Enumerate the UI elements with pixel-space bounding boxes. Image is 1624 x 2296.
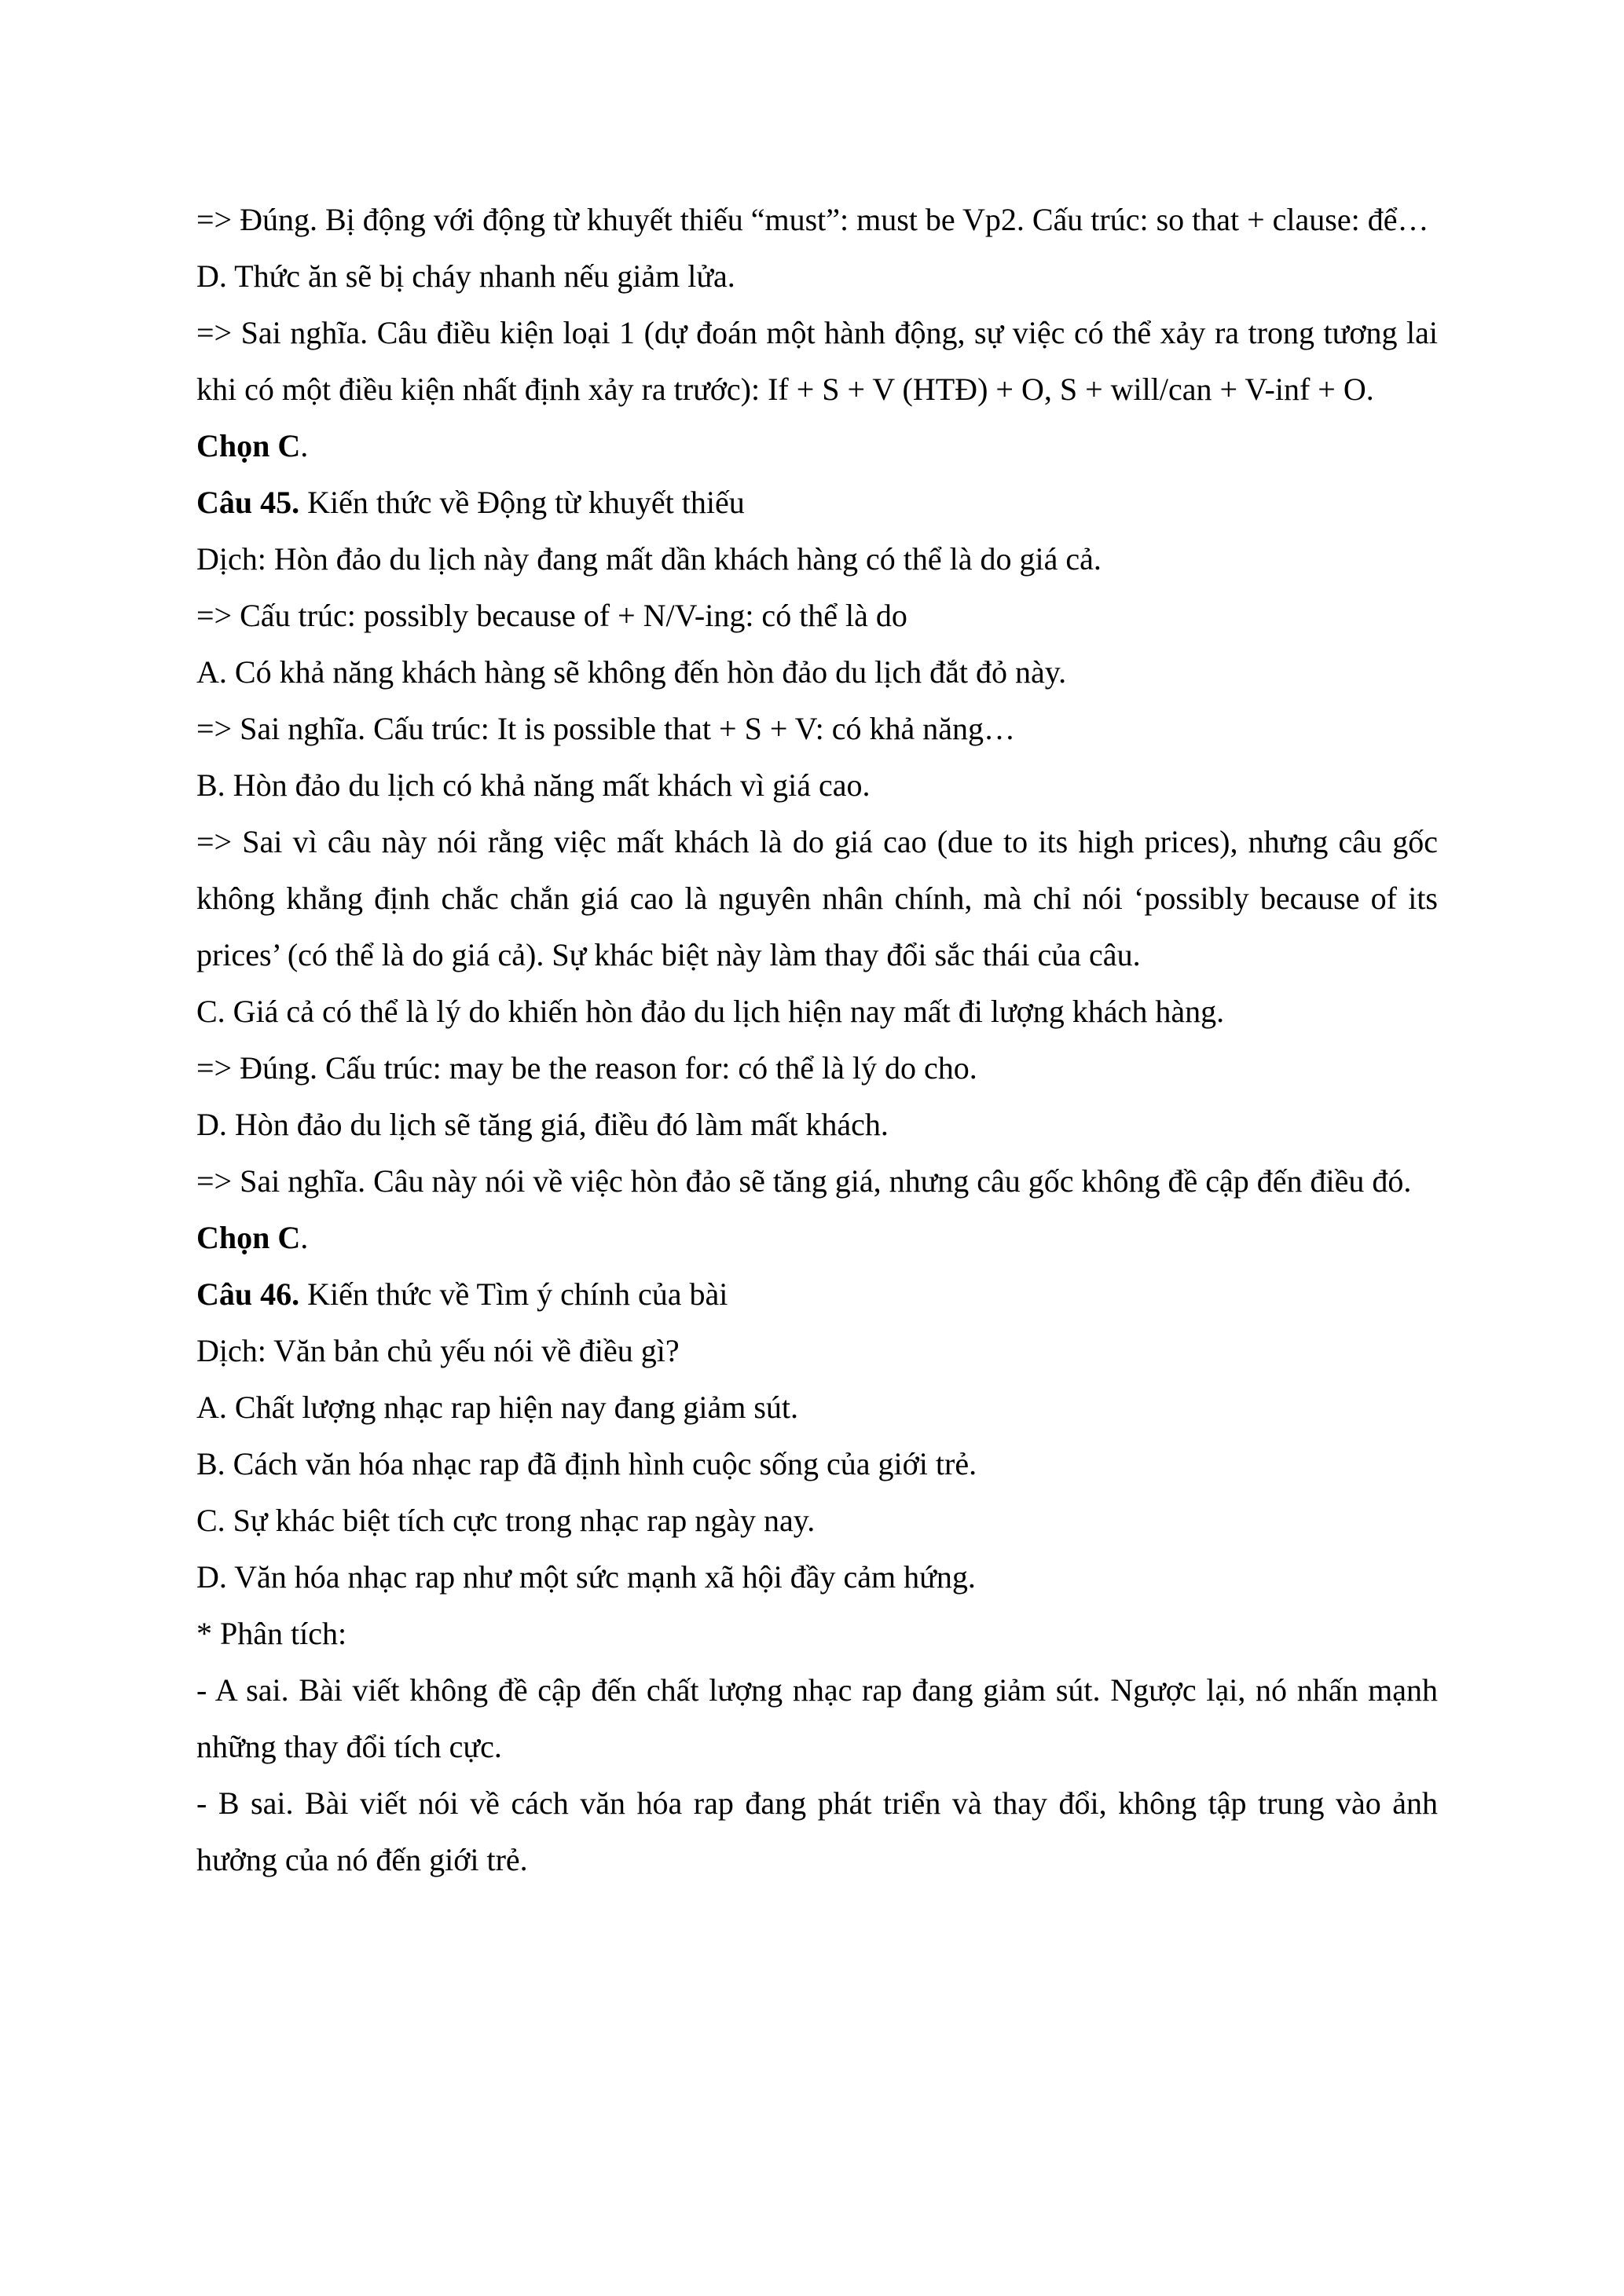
answer-explanation: => Sai vì câu này nói rằng việc mất khách là do giá cao (due to its high prices), nhưng câu gốc không khẳng định chắc chắn giá cao là nguyên nhân chính, mà chỉ nói ‘possibly because of its prices’ (có thể là do giá cả). Sự khác biệt này làm thay đổi sắc thái của câu. <box>196 824 1438 972</box>
answer-choice <box>196 1210 1438 1266</box>
option-d: D. Thức ăn sẽ bị cháy nhanh nếu giảm lửa. <box>196 258 735 294</box>
answer-choice-label: Chọn C <box>196 428 301 463</box>
document-body <box>196 192 1438 1888</box>
answer-choice <box>196 418 1438 474</box>
answer-choice-punct: . <box>300 428 309 463</box>
answer-choice-punct: . <box>300 1220 309 1255</box>
option-c: C. Sự khác biệt tích cực trong nhạc rap ngày nay. <box>196 1503 816 1538</box>
analysis-point: - A sai. Bài viết không đề cập đến chất lượng nhạc rap đang giảm sút. Ngược lại, nó nhấn mạnh những thay đổi tích cực. <box>196 1672 1438 1764</box>
structure-note: => Cấu trúc: possibly because of + N/V-ing: có thể là do <box>196 598 907 633</box>
answer-explanation: => Sai nghĩa. Câu này nói về việc hòn đảo sẽ tăng giá, nhưng câu gốc không đề cập đến điều đó. <box>196 1163 1412 1199</box>
analysis-point: - B sai. Bài viết nói về cách văn hóa rap đang phát triển và thay đổi, không tập trung vào ảnh hưởng của nó đến giới trẻ. <box>196 1785 1438 1877</box>
option-c: C. Giá cả có thể là lý do khiến hòn đảo du lịch hiện nay mất đi lượng khách hàng. <box>196 994 1225 1029</box>
option-d: D. Hòn đảo du lịch sẽ tăng giá, điều đó làm mất khách. <box>196 1107 889 1142</box>
analysis-heading: * Phân tích: <box>196 1616 347 1651</box>
option-b: B. Cách văn hóa nhạc rap đã định hình cuộc sống của giới trẻ. <box>196 1446 977 1481</box>
answer-choice-label: Chọn C <box>196 1220 301 1255</box>
option-a: A. Chất lượng nhạc rap hiện nay đang giảm sút. <box>196 1390 798 1425</box>
answer-explanation: => Đúng. Bị động với động từ khuyết thiếu “must”: must be Vp2. Cấu trúc: so that + clause: để… <box>196 202 1429 237</box>
answer-explanation: => Sai nghĩa. Câu điều kiện loại 1 (dự đoán một hành động, sự việc có thể xảy ra trong tương lai khi có một điều kiện nhất định xảy ra trước): If + S + V (HTĐ) + O, S + will/can + V-inf + O. <box>196 315 1438 407</box>
question-number: Câu 45. <box>196 485 300 520</box>
question-number: Câu 46. <box>196 1276 300 1312</box>
question-topic: Kiến thức về Động từ khuyết thiếu <box>299 485 745 520</box>
question-topic: Kiến thức về Tìm ý chính của bài <box>299 1276 728 1312</box>
option-d: D. Văn hóa nhạc rap như một sức mạnh xã hội đầy cảm hứng. <box>196 1559 976 1595</box>
option-a: A. Có khả năng khách hàng sẽ không đến hòn đảo du lịch đắt đỏ này. <box>196 654 1067 690</box>
answer-explanation: => Đúng. Cấu trúc: may be the reason for: có thể là lý do cho. <box>196 1050 977 1086</box>
translation: Dịch: Hòn đảo du lịch này đang mất dần khách hàng có thể là do giá cả. <box>196 541 1102 577</box>
question-heading <box>196 1266 1438 1323</box>
option-b: B. Hòn đảo du lịch có khả năng mất khách vì giá cao. <box>196 767 871 803</box>
answer-explanation: => Sai nghĩa. Cấu trúc: It is possible that + S + V: có khả năng… <box>196 711 1015 746</box>
question-heading <box>196 474 1438 531</box>
translation: Dịch: Văn bản chủ yếu nói về điều gì? <box>196 1333 680 1368</box>
